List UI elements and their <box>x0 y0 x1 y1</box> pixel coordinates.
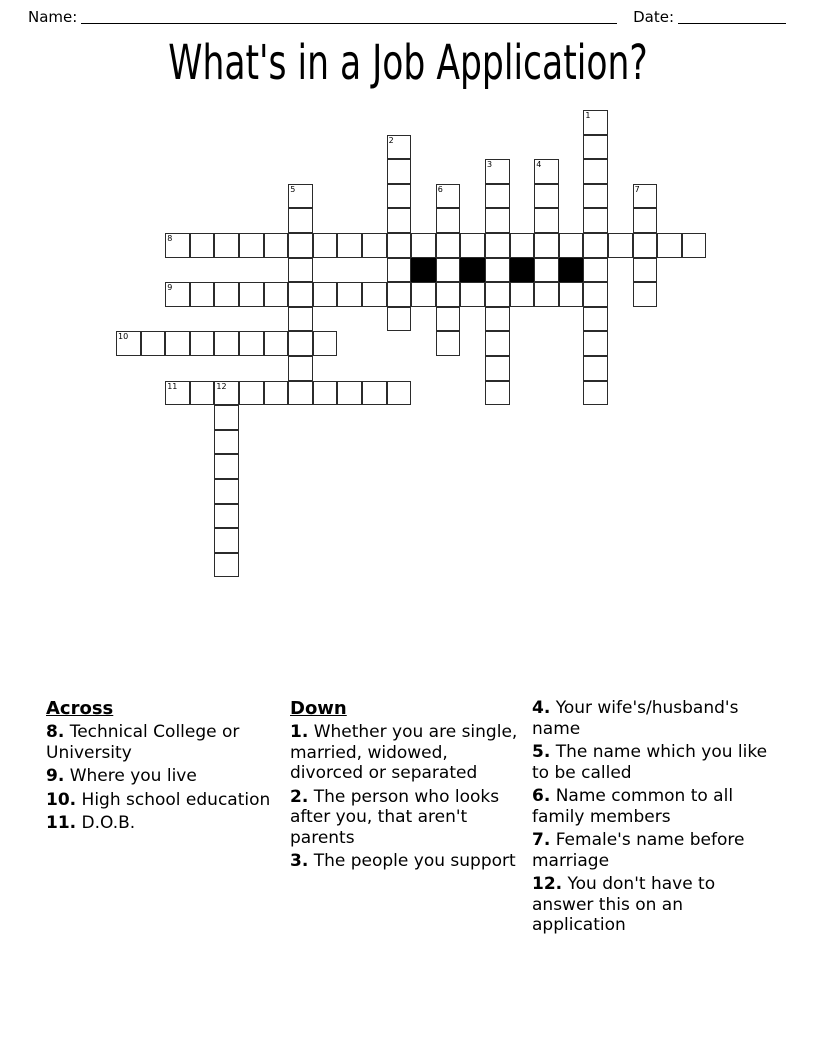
grid-cell[interactable] <box>288 208 313 233</box>
grid-cell[interactable] <box>460 233 485 258</box>
clue-number: 11. <box>46 813 77 833</box>
grid-cell[interactable] <box>583 258 608 283</box>
grid-cell[interactable] <box>583 135 608 160</box>
grid-cell[interactable] <box>190 282 215 307</box>
clue-text: Female's name before marriage <box>532 830 745 871</box>
clue-down-4 <box>532 698 776 739</box>
grid-cell[interactable] <box>583 208 608 233</box>
grid-cell[interactable] <box>214 553 239 578</box>
grid-cell[interactable] <box>510 233 535 258</box>
grid-cell[interactable] <box>288 331 313 356</box>
date-label: Date: <box>633 8 674 26</box>
across-clue-column <box>46 698 290 837</box>
grid-cell-number: 12 <box>216 381 227 391</box>
grid-cell[interactable] <box>313 331 338 356</box>
grid-cell[interactable] <box>387 135 412 160</box>
clue-number: 6. <box>532 786 551 806</box>
grid-cell[interactable] <box>288 307 313 332</box>
grid-cell[interactable] <box>583 331 608 356</box>
grid-cell[interactable] <box>436 307 461 332</box>
grid-cell[interactable] <box>313 381 338 406</box>
grid-cell[interactable] <box>436 282 461 307</box>
grid-cell[interactable] <box>387 184 412 209</box>
grid-cell[interactable] <box>633 184 658 209</box>
grid-cell[interactable] <box>288 356 313 381</box>
grid-cell[interactable] <box>633 282 658 307</box>
grid-cell[interactable] <box>141 331 166 356</box>
grid-cell[interactable] <box>485 356 510 381</box>
grid-cell-number: 5 <box>290 184 296 194</box>
clue-text: Name common to all family members <box>532 786 734 827</box>
grid-cell[interactable] <box>411 233 436 258</box>
grid-cell[interactable] <box>436 258 461 283</box>
grid-cell[interactable] <box>534 282 559 307</box>
clue-text: High school education <box>81 789 271 810</box>
grid-cell[interactable] <box>264 282 289 307</box>
grid-cell[interactable] <box>214 405 239 430</box>
grid-cell[interactable] <box>116 331 141 356</box>
grid-cell-number: 6 <box>437 184 443 194</box>
grid-cell[interactable] <box>387 233 412 258</box>
grid-cell[interactable] <box>288 233 313 258</box>
grid-cell[interactable] <box>387 159 412 184</box>
grid-cell[interactable] <box>337 381 362 406</box>
grid-cell[interactable] <box>485 258 510 283</box>
grid-cell[interactable] <box>436 208 461 233</box>
grid-cell[interactable] <box>485 331 510 356</box>
grid-cell[interactable] <box>362 233 387 258</box>
clue-down-3 <box>290 851 518 872</box>
grid-cell[interactable] <box>288 258 313 283</box>
grid-cell[interactable] <box>411 282 436 307</box>
grid-cell[interactable] <box>214 430 239 455</box>
grid-cell[interactable] <box>165 282 190 307</box>
grid-cell[interactable] <box>387 258 412 283</box>
down-clue-column-2 <box>532 698 776 939</box>
grid-cell[interactable] <box>534 184 559 209</box>
grid-block <box>460 258 485 283</box>
grid-cell[interactable] <box>583 159 608 184</box>
grid-cell[interactable] <box>485 307 510 332</box>
grid-cell[interactable] <box>534 208 559 233</box>
grid-cell-number: 10 <box>118 332 129 342</box>
grid-cell[interactable] <box>288 282 313 307</box>
grid-cell[interactable] <box>214 479 239 504</box>
grid-block <box>559 258 584 283</box>
down-heading: Down <box>290 698 347 719</box>
clue-across-8 <box>46 722 276 763</box>
grid-cell[interactable] <box>559 282 584 307</box>
clue-across-11 <box>46 813 276 834</box>
grid-cell[interactable] <box>510 282 535 307</box>
grid-cell-number: 11 <box>167 381 178 391</box>
grid-cell-number: 7 <box>634 184 640 194</box>
clue-down-5 <box>532 742 776 783</box>
clue-text: The person who looks after you, that aren't parents <box>290 786 500 848</box>
grid-cell-number: 1 <box>585 111 591 120</box>
grid-cell[interactable] <box>387 282 412 307</box>
grid-cell[interactable] <box>583 356 608 381</box>
clue-down-1 <box>290 722 518 784</box>
clue-text: D.O.B. <box>81 813 136 833</box>
clue-text: Your wife's/husband's name <box>532 698 739 739</box>
clue-text: Whether you are single, married, widowed, divorced or separated <box>290 722 518 783</box>
grid-cell[interactable] <box>534 159 559 184</box>
grid-block <box>510 258 535 283</box>
grid-cell[interactable] <box>214 454 239 479</box>
across-heading: Across <box>46 698 114 719</box>
grid-cell[interactable] <box>214 504 239 529</box>
grid-cell[interactable] <box>190 381 215 406</box>
grid-cell[interactable] <box>264 381 289 406</box>
grid-cell[interactable] <box>387 381 412 406</box>
grid-cell[interactable] <box>583 184 608 209</box>
clue-number: 5. <box>532 742 551 762</box>
grid-cell[interactable] <box>460 282 485 307</box>
grid-cell[interactable] <box>214 528 239 553</box>
grid-cell[interactable] <box>264 233 289 258</box>
grid-cell[interactable] <box>288 184 313 209</box>
clue-down-2 <box>290 787 518 849</box>
grid-cell[interactable] <box>436 233 461 258</box>
clue-down-12 <box>532 874 776 936</box>
grid-cell[interactable] <box>165 233 190 258</box>
grid-cell[interactable] <box>583 282 608 307</box>
grid-cell[interactable] <box>214 331 239 356</box>
grid-cell[interactable] <box>534 258 559 283</box>
grid-cell[interactable] <box>239 282 264 307</box>
clue-number: 1. <box>290 722 309 742</box>
grid-cell[interactable] <box>337 233 362 258</box>
grid-cell[interactable] <box>485 159 510 184</box>
clue-text: The people you support <box>313 851 516 871</box>
clue-text: The name which you like to be called <box>532 742 768 783</box>
grid-cell[interactable] <box>313 282 338 307</box>
grid-cell[interactable] <box>190 233 215 258</box>
grid-cell[interactable] <box>239 381 264 406</box>
grid-cell[interactable] <box>633 208 658 233</box>
grid-cell[interactable] <box>362 381 387 406</box>
clue-number: 8. <box>46 722 65 742</box>
grid-cell-number: 3 <box>487 160 493 170</box>
clue-number: 7. <box>532 830 551 850</box>
grid-cell[interactable] <box>214 381 239 406</box>
grid-cell[interactable] <box>583 381 608 406</box>
grid-cell-number: 2 <box>388 135 394 145</box>
grid-cell[interactable] <box>288 381 313 406</box>
grid-cell[interactable] <box>608 233 633 258</box>
grid-cell[interactable] <box>633 233 658 258</box>
grid-cell[interactable] <box>165 381 190 406</box>
grid-cell[interactable] <box>313 233 338 258</box>
grid-cell[interactable] <box>214 282 239 307</box>
grid-cell[interactable] <box>165 331 190 356</box>
grid-cell[interactable] <box>682 233 707 258</box>
name-label: Name: <box>28 8 78 26</box>
grid-cell[interactable] <box>583 307 608 332</box>
grid-cell[interactable] <box>583 110 608 135</box>
clue-lists <box>0 698 816 939</box>
grid-cell[interactable] <box>485 184 510 209</box>
grid-cell-number: 9 <box>167 283 173 293</box>
clue-down-7 <box>532 830 776 871</box>
grid-cell[interactable] <box>583 233 608 258</box>
grid-block <box>411 258 436 283</box>
grid-cell[interactable] <box>485 381 510 406</box>
grid-cell[interactable] <box>436 331 461 356</box>
page-title: What's in a Job Application? <box>168 35 648 91</box>
clue-down-6 <box>532 786 776 827</box>
clue-text: Where you live <box>69 766 197 786</box>
grid-cell[interactable] <box>485 233 510 258</box>
grid-cell[interactable] <box>337 282 362 307</box>
clue-across-10 <box>46 790 276 811</box>
grid-cell[interactable] <box>362 282 387 307</box>
grid-cell[interactable] <box>239 233 264 258</box>
clue-number: 12. <box>532 874 563 894</box>
clue-number: 10. <box>46 789 77 810</box>
grid-cell[interactable] <box>190 331 215 356</box>
grid-cell[interactable] <box>214 233 239 258</box>
clue-number: 2. <box>290 786 309 807</box>
grid-cell[interactable] <box>264 331 289 356</box>
grid-cell[interactable] <box>633 258 658 283</box>
clue-text: You don't have to answer this on an application <box>532 874 716 935</box>
grid-cell-number: 8 <box>167 234 173 243</box>
clue-text: Technical College or University <box>46 722 240 763</box>
down-clue-column-1 <box>290 698 532 875</box>
grid-cell[interactable] <box>387 208 412 233</box>
grid-cell[interactable] <box>485 208 510 233</box>
clue-number: 3. <box>290 851 309 871</box>
grid-cell[interactable] <box>239 331 264 356</box>
grid-cell[interactable] <box>559 233 584 258</box>
clue-number: 9. <box>46 766 65 786</box>
grid-cell[interactable] <box>534 233 559 258</box>
grid-cell-number: 4 <box>536 160 542 170</box>
clue-across-9 <box>46 766 276 787</box>
grid-cell[interactable] <box>436 184 461 209</box>
clue-number: 4. <box>532 698 551 718</box>
grid-cell[interactable] <box>387 307 412 332</box>
grid-cell[interactable] <box>485 282 510 307</box>
grid-cell[interactable] <box>657 233 682 258</box>
